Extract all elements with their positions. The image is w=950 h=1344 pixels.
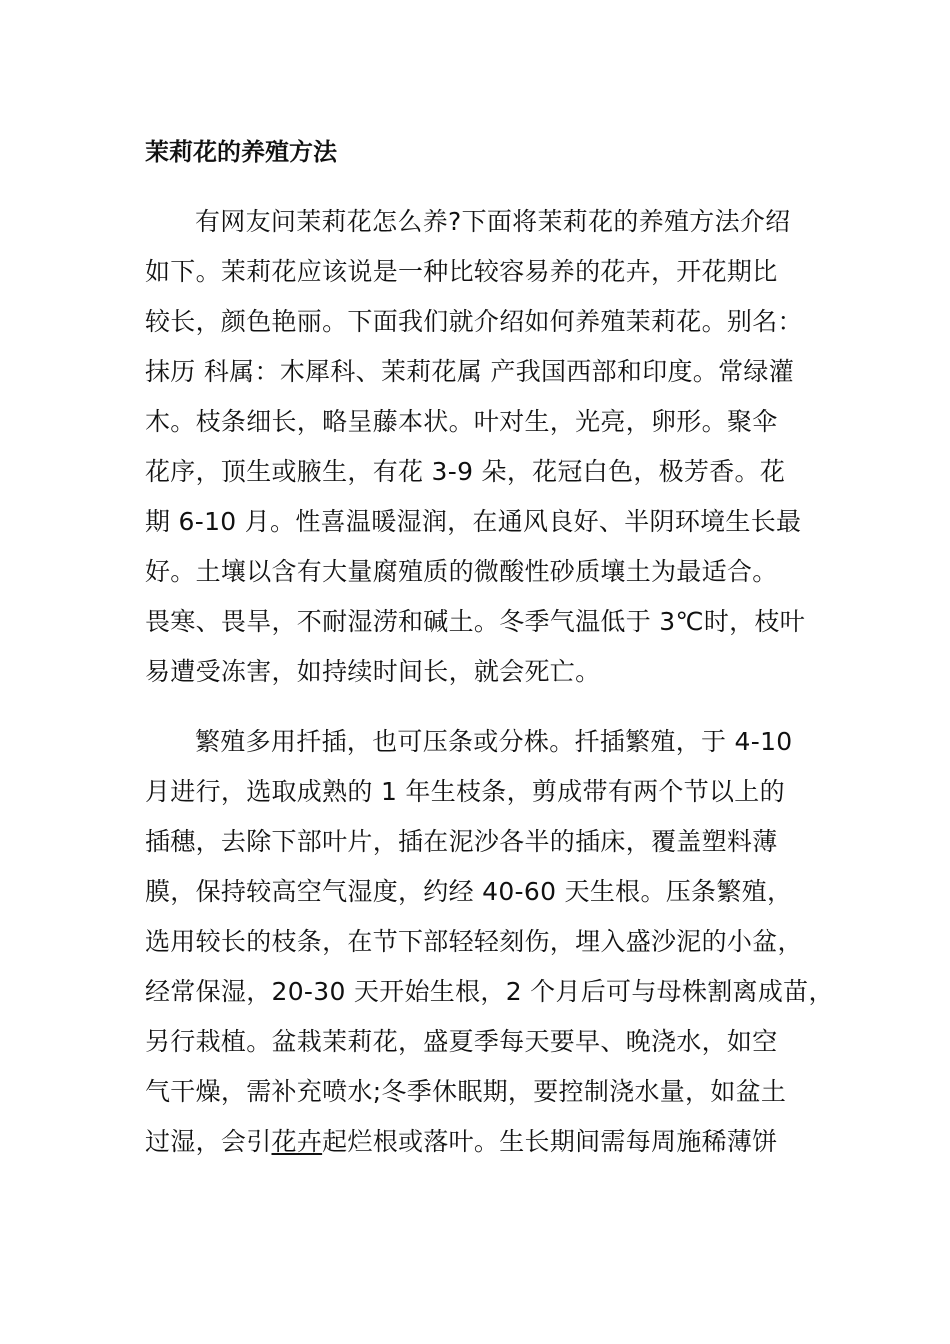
paragraph-2-line-1: 繁殖多用扦插，也可压条或分株。扦插繁殖，于 4-10 — [195, 727, 793, 756]
line-text-after-link: 起烂根或落叶。生长期间需每周施稀薄饼 — [322, 1127, 778, 1156]
paragraph-1-line-9: 畏寒、畏旱，不耐湿涝和碱土。冬季气温低于 3℃时，枝叶 — [145, 607, 806, 636]
paragraph-1-line-7: 期 6-10 月。性喜温暖湿润，在通风良好、半阴环境生长最 — [145, 507, 802, 536]
paragraph-2-line-6: 经常保湿，20-30 天开始生根，2 个月后可与母株割离成苗， — [145, 977, 834, 1006]
paragraph-1-line-6: 花序，顶生或腋生，有花 3-9 朵，花冠白色，极芳香。花 — [145, 457, 786, 486]
paragraph-2-line-8: 气干燥，需补充喷水;冬季休眠期，要控制浇水量，如盆土 — [145, 1077, 787, 1106]
paragraph-2-line-5: 选用较长的枝条，在节下部轻轻刻伤，埋入盛沙泥的小盆， — [145, 927, 803, 956]
paragraph-1-line-3: 较长，颜色艳丽。下面我们就介绍如何养殖茉莉花。别名： — [145, 307, 803, 336]
paragraph-2-line-9 — [145, 1124, 778, 1160]
paragraph-2-line-2: 月进行，选取成熟的 1 年生枝条，剪成带有两个节以上的 — [145, 777, 785, 806]
paragraph-1-line-10: 易遭受冻害，如持续时间长，就会死亡。 — [145, 657, 601, 686]
paragraph-1-line-1: 有网友问茉莉花怎么养?下面将茉莉花的养殖方法介绍 — [195, 207, 791, 236]
paragraph-2-line-7: 另行栽植。盆栽茉莉花，盛夏季每天要早、晚浇水，如空 — [145, 1027, 778, 1056]
paragraph-2-line-3: 插穗，去除下部叶片，插在泥沙各半的插床，覆盖塑料薄 — [145, 827, 778, 856]
paragraph-1-line-2: 如下。茉莉花应该说是一种比较容易养的花卉，开花期比 — [145, 257, 778, 286]
document-title: 茉莉花的养殖方法 — [145, 138, 337, 166]
line-text-before-link: 过湿，会引 — [145, 1127, 272, 1156]
paragraph-1-line-5: 木。枝条细长，略呈藤本状。叶对生，光亮，卵形。聚伞 — [145, 407, 778, 436]
flower-link[interactable]: 花卉 — [271, 1127, 323, 1156]
paragraph-2-line-4: 膜，保持较高空气湿度，约经 40-60 天生根。压条繁殖， — [145, 877, 793, 906]
paragraph-1-line-4: 抹历 科属：木犀科、茉莉花属 产我国西部和印度。常绿灌 — [145, 357, 794, 386]
paragraph-1-line-8: 好。土壤以含有大量腐殖质的微酸性砂质壤土为最适合。 — [145, 557, 778, 586]
